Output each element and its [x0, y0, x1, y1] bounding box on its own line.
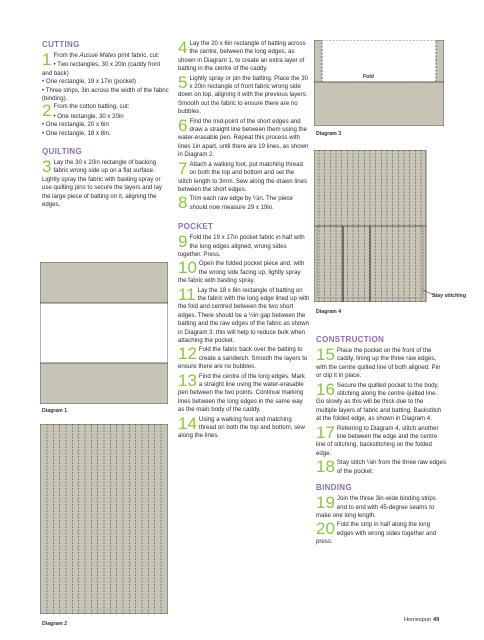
step-number: 18	[316, 457, 335, 477]
step-4	[178, 40, 310, 74]
diagram-4	[314, 150, 444, 302]
step-number: 19	[316, 493, 335, 513]
step-text: Fold the fabric back over the batting to create a sandwich. Smooth the layers to ensure there are no bubbles.	[178, 346, 308, 371]
heading-pocket: POCKET	[178, 222, 214, 232]
step-text: From the cotton batting, cut:	[53, 103, 130, 111]
step-number: 10	[178, 258, 197, 278]
step-12	[178, 346, 310, 371]
step-number: 12	[178, 344, 197, 364]
bullet: • Three strips, 3in across the width of the fabric (binding).	[42, 86, 169, 103]
step-text: Find the mid-point of the short edges and draw a straight line between them using the water-erasable pen. Repeat this process with lines 1in apart, until there are 19 lines, as shown in Diagram 2.	[178, 117, 309, 159]
step-number: 3	[42, 157, 52, 177]
step-text: Lightly spray or pin the batting. Place the 30 x 20in rectangle of front fabric wrong side down on top, aligning it with the previous layers. Smooth out the fabric to ensure there are no bubbles.	[178, 74, 309, 116]
step-16	[316, 379, 446, 424]
diagram-3	[314, 40, 444, 126]
step-text: Lay the 30 x 20in rectangle of backing fabric wrong side up on a flat surface. Lightly spray the fabric with basting spray or use quilting pins to secure the layers and lay the large piece of batting on it, aligning the edges.	[42, 159, 162, 209]
bullet: • Two rectangles, 30 x 20in (caddy front and back)	[42, 61, 161, 77]
step-number: 9	[178, 232, 188, 252]
step-9	[178, 234, 310, 259]
diagram-2	[40, 424, 168, 614]
step-number: 1	[42, 50, 52, 69]
step-number: 16	[316, 379, 335, 399]
step-text: Trim each raw edge by ¼in. The piece should now measure 29 x 19in.	[189, 195, 293, 211]
step-number: 8	[178, 193, 188, 213]
step-number: 13	[178, 370, 197, 390]
page-number: 49	[433, 617, 440, 623]
step-number: 17	[316, 422, 335, 442]
bullet: • One rectangle, 18 x 8in.	[42, 129, 111, 137]
heading-quilting: QUILTING	[42, 147, 83, 157]
diagram-4-caption: Diagram 4	[316, 309, 342, 315]
heading-construction: CONSTRUCTION	[316, 335, 385, 344]
heading-binding: BINDING	[316, 483, 352, 493]
step-number: 7	[178, 158, 188, 178]
step-18	[316, 459, 446, 476]
step-text: Lay the 20 x 6in rectangle of batting across the centre, between the long edges, as shown in Diagram 1, to create an extra layer of batting in the centre of the caddy.	[178, 40, 306, 73]
step-text: Lay the 18 x 8in rectangle of batting on the fabric with the long edge lined up with the fold and centred between the two short edges. There should be a ½in gap between the batting and the raw edges of the fabric as shown in Diagram 3: this will help to reduce bulk when attaching the pocket.	[178, 286, 310, 344]
step-number: 20	[316, 519, 335, 539]
step-text: Fold the 19 x 17in pocket fabric in half with the long edges aligned, wrong sides together. Press.	[178, 234, 305, 258]
step-text: Open the folded pocket piece and, with the wrong side facing up, lightly spray the fabric with basting spray.	[178, 260, 305, 285]
bullet: • One rectangle, 19 x 17in (pocket)	[42, 78, 136, 86]
column-1	[42, 40, 172, 211]
magazine-name: Homespun	[404, 617, 432, 623]
step-text: Secure the quilted pocket to the body, stitching along the centre quilted line. Go slowly as this will be thick due to the multiple layers of fabric and batting. Backstitch at the folded edge, as shown in Diagram 4.	[316, 381, 442, 423]
step-text: Join the three 3in-wide binding strips end to end with 45-degree seams to make one long length.	[316, 495, 436, 519]
step-11	[178, 284, 310, 346]
step-15	[316, 347, 446, 381]
step-text: Attach a walking foot, put matching thread on both the top and bottom and set the stitch length to 3mm. Sew along the drawn lines between the short edges.	[178, 160, 308, 193]
stay-stitching-label: Stay stitching	[432, 293, 467, 299]
step-number: 5	[178, 72, 188, 92]
step-text: Using a walking foot and matching thread on both the top and bottom, sew along the lines.	[178, 415, 305, 440]
diagram-1	[40, 262, 168, 404]
step-19	[316, 495, 446, 520]
step-text: Find the centre of the long edges. Mark a straight line using the water-erasable pen between the two points. Continue marking lines between the long edges in the same way as the main body of the caddy.	[178, 372, 305, 414]
column-3	[316, 335, 446, 548]
step-number: 11	[178, 284, 196, 304]
diagram-3-caption: Diagram 3	[316, 131, 342, 137]
step-8	[178, 195, 310, 212]
step-text: Fold the strip in half along the long edges with wrong sides together and press.	[316, 521, 437, 546]
heading-cutting: CUTTING	[42, 40, 80, 49]
step-number: 4	[178, 38, 188, 57]
step-number: 15	[316, 345, 335, 364]
step-text: From the Aussie Mates print fabric, cut:	[53, 52, 160, 59]
step-text: Referring to Diagram 4, stitch another line between the edge and the centre line of stitching, backstitching on the folded edge.	[316, 424, 439, 457]
step-10	[178, 260, 310, 285]
diagram-1-caption: Diagram 1	[42, 408, 68, 414]
diagram-2-caption: Diagram 2	[42, 621, 68, 627]
step-14	[178, 413, 310, 441]
step-6	[178, 115, 310, 160]
column-2	[178, 40, 310, 442]
step-13	[178, 370, 310, 415]
step-7	[178, 158, 310, 195]
step-number: 6	[178, 115, 188, 135]
step-3	[42, 159, 172, 209]
step-text: Place the pocket on the front of the caddy, lining up the three raw edges, with the centre quilted line of both aligned. Pin or clip it in place.	[316, 347, 441, 380]
bullet: • One rectangle, 30 x 20in	[53, 112, 124, 120]
step-5	[178, 72, 310, 117]
step-number: 14	[178, 413, 197, 433]
step-number: 2	[42, 101, 52, 121]
bullet: • One rectangle, 20 x 6in	[42, 121, 109, 129]
step-17	[316, 422, 446, 459]
fold-label: Fold	[363, 74, 374, 80]
step-20	[316, 521, 446, 546]
step-text: Stay stitch ⅛in from the three raw edges of the pocket.	[336, 459, 446, 475]
